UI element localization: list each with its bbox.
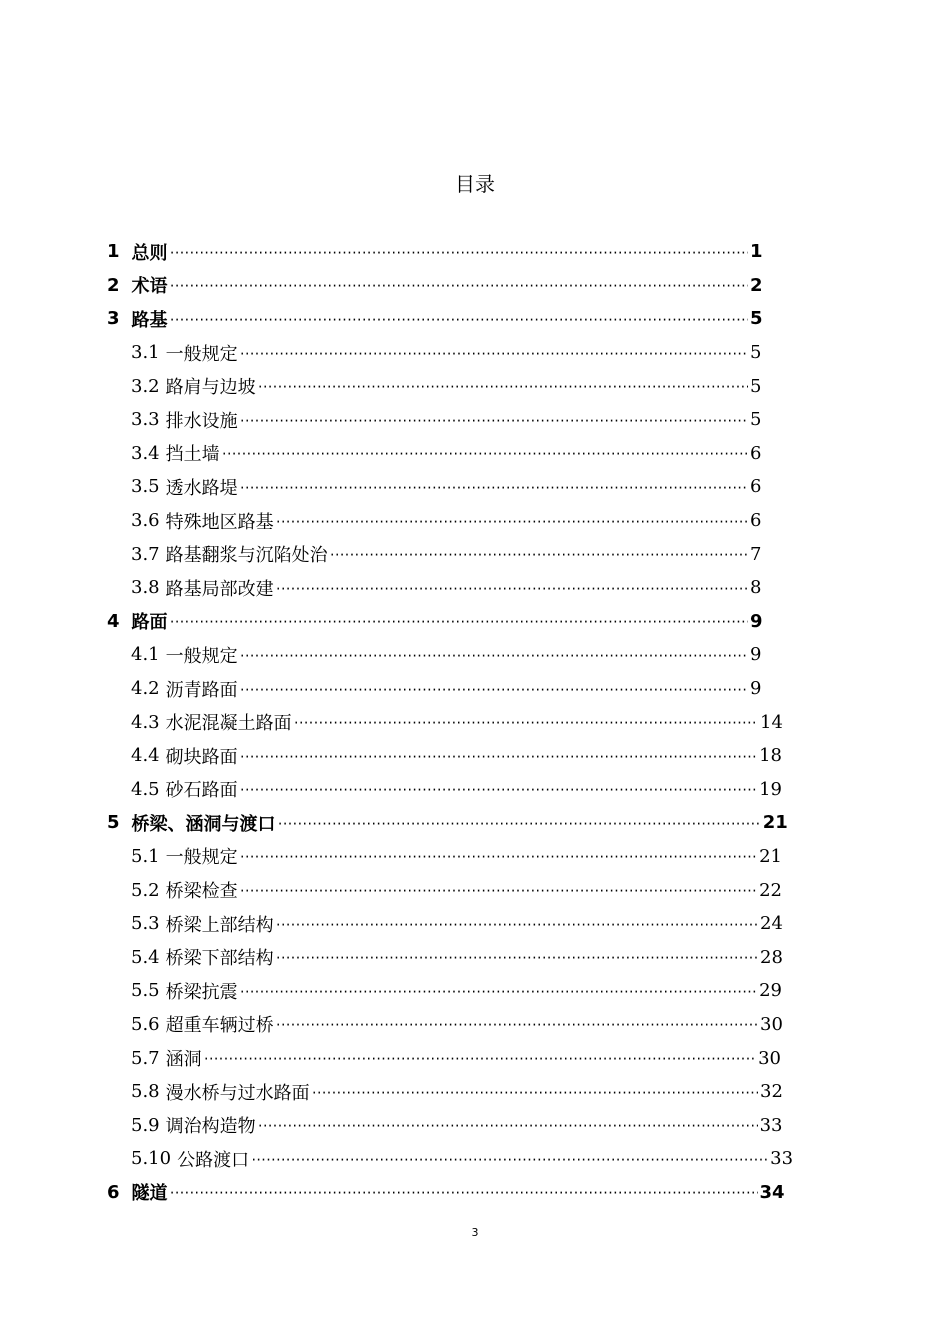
- toc-entry-number: 3.3: [131, 409, 160, 431]
- toc-entry[interactable]: [0, 672, 950, 706]
- toc-entry-title: 路肩与边坡: [165, 377, 256, 399]
- toc-entry-number: 3.5: [131, 476, 160, 498]
- toc-entry-title: 特殊地区路基: [165, 511, 274, 533]
- toc-entry-number: 5.7: [131, 1047, 160, 1069]
- toc-entry-number: 3.1: [131, 342, 160, 364]
- dot-leader: [275, 1018, 758, 1032]
- toc-entry-title: 路基翻浆与沉陷处治: [165, 545, 328, 567]
- dot-leader: [311, 1086, 758, 1100]
- toc-entry-number: 5.3: [131, 913, 160, 935]
- toc-entry-number: 3.4: [131, 442, 160, 464]
- toc-entry-title: 桥梁、涵洞与渡口: [131, 813, 276, 835]
- toc-entry-number: 3.2: [131, 375, 160, 397]
- toc-entry[interactable]: [0, 1142, 950, 1176]
- toc-entry[interactable]: [0, 806, 950, 840]
- dot-leader: [169, 246, 748, 260]
- toc-entry-title: 路基局部改建: [165, 578, 274, 600]
- toc-entry-page: 9: [750, 644, 762, 666]
- toc-entry[interactable]: [0, 302, 950, 336]
- toc-entry-title: 调治构造物: [165, 1116, 256, 1138]
- toc-entry-page: 6: [750, 510, 762, 532]
- toc-entry[interactable]: [0, 336, 950, 370]
- toc-entry-page: 22: [759, 879, 783, 901]
- dot-leader: [239, 750, 757, 764]
- toc-entry[interactable]: [0, 974, 950, 1008]
- toc-entry[interactable]: [0, 403, 950, 437]
- toc-entry[interactable]: [0, 773, 950, 807]
- toc-entry-page: 21: [762, 812, 788, 834]
- toc-entry[interactable]: [0, 537, 950, 571]
- dot-leader: [239, 884, 757, 898]
- toc-entry-number: 5.6: [131, 1013, 160, 1035]
- toc-entry[interactable]: [0, 369, 950, 403]
- toc-entry[interactable]: [0, 1041, 950, 1075]
- toc-entry[interactable]: [0, 1075, 950, 1109]
- toc-entry[interactable]: [0, 940, 950, 974]
- dot-leader: [169, 615, 748, 629]
- toc-entry-title: 桥梁下部结构: [165, 948, 274, 970]
- toc-entry-title: 隧道: [131, 1183, 168, 1205]
- toc-entry-page: 5: [750, 409, 762, 431]
- toc-entry[interactable]: [0, 235, 950, 269]
- toc-entry[interactable]: [0, 1108, 950, 1142]
- toc-entry-page: 29: [759, 980, 783, 1002]
- toc-entry-page: 9: [750, 678, 762, 700]
- toc-entry-number: 4.1: [131, 644, 160, 666]
- toc-entry-page: 1: [750, 241, 763, 263]
- toc-entry-page: 33: [770, 1148, 794, 1170]
- page-number: 3: [471, 1226, 479, 1239]
- toc-entry[interactable]: [0, 840, 950, 874]
- toc-entry-page: 5: [750, 342, 762, 364]
- toc-entry-page: 6: [750, 476, 762, 498]
- toc-entry-number: 5.4: [131, 946, 160, 968]
- toc-entry-page: 5: [750, 308, 763, 330]
- dot-leader: [169, 313, 748, 327]
- toc-entry-number: 5: [107, 812, 120, 834]
- toc-entry-page: 33: [759, 1114, 783, 1136]
- toc-entry-page: 7: [750, 543, 762, 565]
- toc-entry-number: 3.8: [131, 577, 160, 599]
- toc-entry-number: 2: [107, 274, 120, 296]
- toc-entry-title: 砌块路面: [165, 746, 238, 768]
- dot-leader: [239, 783, 757, 797]
- toc-entry-title: 砂石路面: [165, 780, 238, 802]
- toc-entry-page: 9: [750, 610, 763, 632]
- toc-entry-title: 排水设施: [165, 410, 238, 432]
- toc-entry-number: 4.3: [131, 711, 160, 733]
- toc-entry-number: 5.5: [131, 980, 160, 1002]
- toc-entry-page: 19: [759, 778, 783, 800]
- toc-entry-title: 桥梁抗震: [165, 981, 238, 1003]
- toc-entry-number: 4.5: [131, 778, 160, 800]
- toc-entry[interactable]: [0, 907, 950, 941]
- toc-entry-title: 漫水桥与过水路面: [165, 1082, 310, 1104]
- dot-leader: [239, 347, 748, 361]
- toc-entry-number: 3.7: [131, 543, 160, 565]
- toc-entry-number: 3: [107, 308, 120, 330]
- toc-entry-number: 4.2: [131, 678, 160, 700]
- dot-leader: [257, 1119, 758, 1133]
- toc-entry-page: 14: [760, 711, 783, 733]
- toc-entry-title: 公路渡口: [177, 1149, 250, 1171]
- dot-leader: [169, 1186, 758, 1200]
- toc-entry[interactable]: [0, 638, 950, 672]
- toc-entry[interactable]: [0, 1176, 950, 1210]
- toc-entry[interactable]: [0, 705, 950, 739]
- dot-leader: [239, 481, 748, 495]
- toc-entry[interactable]: [0, 571, 950, 605]
- toc-entry-page: 24: [760, 913, 783, 935]
- dot-leader: [239, 683, 748, 697]
- toc-entry-title: 路面: [131, 612, 168, 634]
- toc-entry-title: 沥青路面: [165, 679, 238, 701]
- toc-entry-page: 5: [750, 375, 762, 397]
- dot-leader: [275, 582, 748, 596]
- toc-entry-title: 挡土墙: [165, 444, 220, 466]
- toc-entry-page: 32: [760, 1081, 783, 1103]
- toc-entry[interactable]: [0, 269, 950, 303]
- toc-entry-number: 5.8: [131, 1081, 160, 1103]
- dot-leader: [239, 985, 757, 999]
- toc-entry-title: 路基: [131, 309, 168, 331]
- toc-entry-page: 2: [750, 274, 763, 296]
- toc-entry-title: 涵洞: [165, 1049, 202, 1071]
- dot-leader: [275, 918, 758, 932]
- dot-leader: [275, 951, 758, 965]
- toc-entry-number: 5.1: [131, 845, 160, 867]
- toc-entry-page: 8: [750, 577, 762, 599]
- toc-list: [0, 235, 950, 1209]
- toc-entry-number: 4.4: [131, 745, 160, 767]
- toc-entry-title: 透水路堤: [165, 477, 238, 499]
- dot-leader: [329, 548, 748, 562]
- toc-entry-page: 28: [760, 946, 783, 968]
- toc-entry-title: 一般规定: [165, 645, 238, 667]
- dot-leader: [203, 1052, 756, 1066]
- dot-leader: [239, 850, 757, 864]
- toc-entry-number: 1: [107, 241, 120, 263]
- toc-entry-title: 水泥混凝土路面: [165, 713, 292, 735]
- toc-entry-page: 30: [760, 1013, 783, 1035]
- toc-entry-number: 3.6: [131, 510, 160, 532]
- toc-title: 目录: [455, 172, 495, 196]
- toc-entry[interactable]: [0, 437, 950, 471]
- toc-entry-number: 6: [107, 1181, 120, 1203]
- toc-entry-title: 超重车辆过桥: [165, 1015, 274, 1037]
- toc-entry-page: 21: [759, 845, 783, 867]
- dot-leader: [239, 414, 748, 428]
- toc-entry[interactable]: [0, 605, 950, 639]
- toc-entry-title: 术语: [131, 276, 168, 298]
- toc-entry-number: 5.9: [131, 1114, 160, 1136]
- toc-entry-number: 5.2: [131, 879, 160, 901]
- toc-entry[interactable]: [0, 504, 950, 538]
- dot-leader: [221, 447, 748, 461]
- dot-leader: [169, 279, 748, 293]
- dot-leader: [250, 1153, 768, 1167]
- toc-entry-title: 桥梁检查: [165, 881, 238, 903]
- toc-entry[interactable]: [0, 873, 950, 907]
- toc-entry-page: 34: [759, 1181, 785, 1203]
- dot-leader: [277, 817, 761, 831]
- toc-entry-title: 一般规定: [165, 343, 238, 365]
- dot-leader: [257, 380, 748, 394]
- toc-entry-page: 6: [750, 442, 762, 464]
- toc-entry-page: 18: [759, 745, 783, 767]
- toc-entry-title: 总则: [131, 242, 168, 264]
- toc-entry[interactable]: [0, 1008, 950, 1042]
- dot-leader: [275, 515, 748, 529]
- toc-entry-number: 5.10: [131, 1148, 172, 1170]
- dot-leader: [293, 716, 758, 730]
- toc-entry-page: 30: [758, 1047, 782, 1069]
- toc-entry-number: 4: [107, 610, 120, 632]
- toc-entry-title: 一般规定: [165, 847, 238, 869]
- dot-leader: [239, 649, 748, 663]
- toc-entry-title: 桥梁上部结构: [165, 914, 274, 936]
- toc-entry[interactable]: [0, 739, 950, 773]
- toc-entry[interactable]: [0, 470, 950, 504]
